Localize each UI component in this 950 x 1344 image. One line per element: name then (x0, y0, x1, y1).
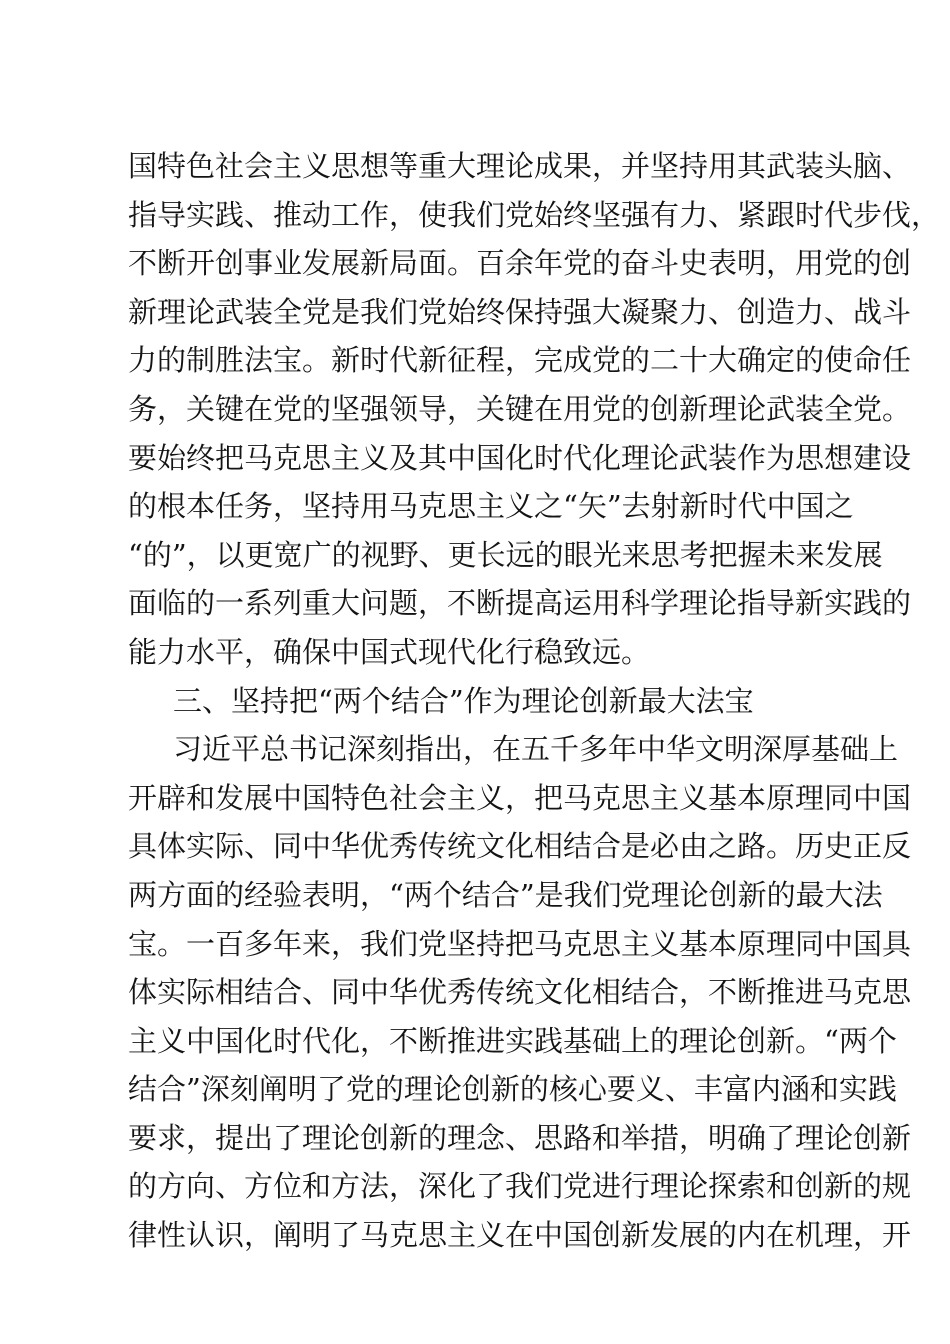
text-line: 的方向、方位和方法，深化了我们党进行理论探索和创新的规 (128, 1169, 912, 1204)
section-heading: 三、坚持把“两个结合”作为理论创新最大法宝 (173, 683, 754, 718)
paragraph-2 (128, 725, 912, 1260)
text-line: 指导实践、推动工作，使我们党始终坚强有力、紧跟时代步伐， (128, 197, 941, 232)
text-line: 的根本任务，坚持用马克思主义之“矢”去射新时代中国之 (128, 489, 854, 524)
text-line: 力的制胜法宝。新时代新征程，完成党的二十大确定的使命任 (128, 343, 912, 378)
text-line: 具体实际、同中华优秀传统文化相结合是必由之路。历史正反 (128, 829, 912, 864)
text-line: 国特色社会主义思想等重大理论成果，并坚持用其武装头脑、 (128, 149, 912, 183)
text-line: 新理论武装全党是我们党始终保持强大凝聚力、创造力、战斗 (128, 294, 912, 329)
text-line: 要求，提出了理论创新的理念、思路和举措，明确了理论创新 (128, 1120, 912, 1155)
body-text (128, 142, 941, 1260)
text-line: 律性认识，阐明了马克思主义在中国创新发展的内在机理，开 (128, 1218, 912, 1253)
text-line: 结合”深刻阐明了党的理论创新的核心要义、丰富内涵和实践 (128, 1072, 897, 1107)
text-line: 习近平总书记深刻指出，在五千多年中华文明深厚基础上 (173, 732, 899, 767)
text-line: 能力水平，确保中国式现代化行稳致远。 (128, 634, 651, 669)
text-line: 开辟和发展中国特色社会主义，把马克思主义基本原理同中国 (128, 780, 912, 815)
text-line: 体实际相结合、同中华优秀传统文化相结合，不断推进马克思 (128, 975, 912, 1010)
text-line: 不断开创事业发展新局面。百余年党的奋斗史表明，用党的创 (128, 246, 912, 281)
text-line: 务，关键在党的坚强领导，关键在用党的创新理论武装全党。 (128, 391, 912, 426)
text-line: 宝。一百多年来，我们党坚持把马克思主义基本原理同中国具 (128, 926, 912, 961)
text-line: 主义中国化时代化，不断推进实践基础上的理论创新。“两个 (128, 1023, 897, 1058)
text-line: 要始终把马克思主义及其中国化时代化理论武装作为思想建设 (128, 440, 912, 475)
paragraph-1 (128, 142, 941, 677)
text-line: 面临的一系列重大问题，不断提高运用科学理论指导新实践的 (128, 586, 912, 621)
text-line: 两方面的经验表明，“两个结合”是我们党理论创新的最大法 (128, 877, 883, 912)
text-line: “的”，以更宽广的视野、更长远的眼光来思考把握未来发展 (128, 537, 883, 572)
